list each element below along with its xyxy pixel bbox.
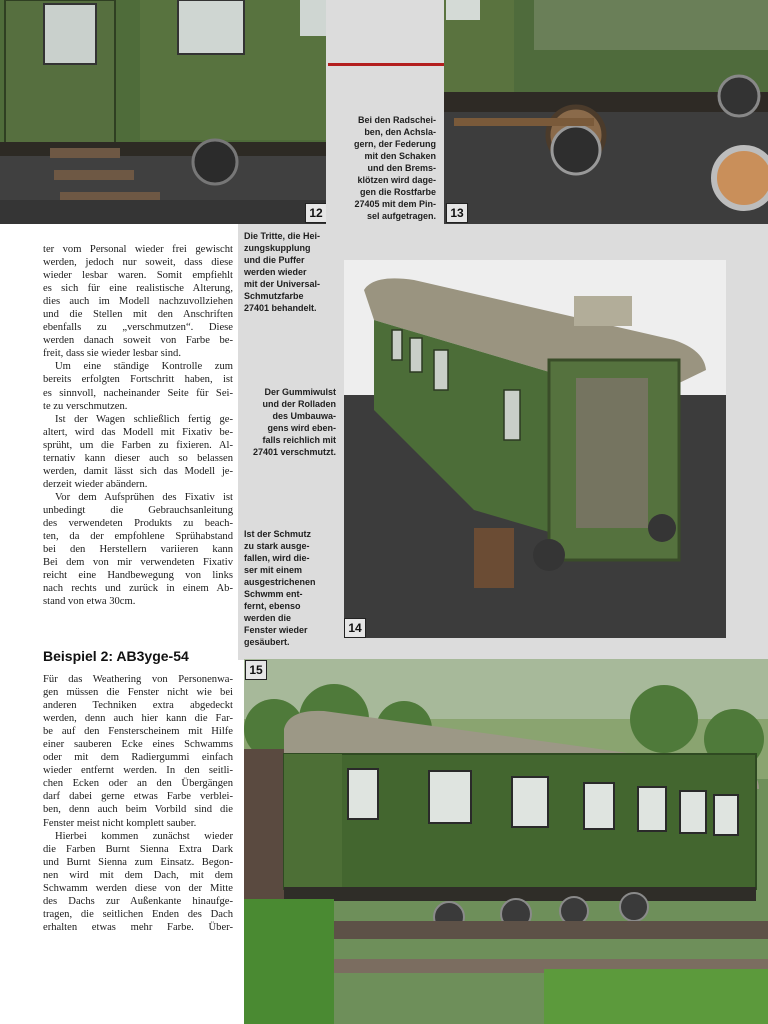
body-line: chen Ecken oder an den Übergängen xyxy=(43,778,233,790)
caption-line: und den Brems- xyxy=(367,163,436,173)
figure-15-number: 15 xyxy=(245,660,267,680)
figure-14-photo xyxy=(344,260,726,638)
body-line: be auf den Fensterscheinem mit Hilfe xyxy=(43,726,233,738)
accent-rule xyxy=(328,63,444,66)
body-line: werden danach soweit von Farbe be- xyxy=(43,335,233,347)
caption-line: und die Puffer xyxy=(244,255,305,265)
body-text-column-2 xyxy=(43,673,233,934)
caption-line: mit den Schaken xyxy=(364,151,436,161)
body-line: oder mit dem Radiergummi einfach xyxy=(43,752,233,764)
body-line: werden, damit lässt sich das Modell je- xyxy=(43,465,233,477)
body-line: sprüht, um die Farben zu fixieren. Al- xyxy=(43,439,233,451)
caption-line: ser mit einem xyxy=(244,565,303,575)
body-line: stand von etwa 30cm. xyxy=(43,596,136,608)
body-text-column xyxy=(43,243,233,608)
body-line: te zu verschmutzen. xyxy=(43,400,128,412)
body-line: und die Stellen mit den Anschriften xyxy=(43,309,233,321)
caption-figure-13 xyxy=(330,114,436,222)
caption-line: Der Gummiwulst xyxy=(264,387,336,397)
caption-line: gesäubert. xyxy=(244,637,290,647)
caption-line: mit der Universal- xyxy=(244,279,321,289)
caption-line: des Umbauwa- xyxy=(272,411,336,421)
section-heading: Beispiel 2: AB3yge-54 xyxy=(43,648,189,664)
caption-line: 27405 mit dem Pin- xyxy=(354,199,436,209)
caption-line: 27401 verschmutzt. xyxy=(252,447,336,457)
body-line: wieder entfernt werden. In den seitli- xyxy=(43,765,233,777)
caption-line: ausgestrichenen xyxy=(244,577,316,587)
caption-line: Die Tritte, die Hei- xyxy=(244,231,321,241)
caption-line: Bei den Radschei- xyxy=(357,115,436,125)
body-line: unbedingt die Gebrauchsanleitung xyxy=(43,504,233,516)
caption-line: 27401 behandelt. xyxy=(244,303,317,313)
body-line: anderen Techniken extra abgedeckt xyxy=(43,700,233,712)
body-line: Schwamm werden diese von der Mitte xyxy=(43,882,233,894)
caption-figure-14-bottom xyxy=(244,528,340,648)
figure-12-photo xyxy=(0,0,326,224)
body-line: Für das Weathering von Personenwa- xyxy=(43,674,233,685)
body-line: des Dachs zur Außenkante hinaufge- xyxy=(43,895,233,907)
body-line: nach rechts und zurück in einem Ab- xyxy=(43,583,233,595)
caption-line: werden die xyxy=(244,613,292,623)
body-line: derzeit wieder abändern. xyxy=(43,478,148,490)
body-line: die Farben Burnt Sienna Extra Dark xyxy=(43,843,233,855)
caption-line: fernt, ebenso xyxy=(244,601,301,611)
caption-line: Schmutzfarbe xyxy=(244,291,304,301)
caption-line: gen die Rostfarbe xyxy=(359,187,436,197)
figure-12-number: 12 xyxy=(305,203,327,223)
caption-line: Ist der Schmutz xyxy=(244,529,312,539)
body-line: ben, denn auch beim Vorbild sind die xyxy=(43,804,233,816)
caption-line: klötzen wird dage- xyxy=(357,175,436,185)
figure-13-number: 13 xyxy=(446,203,468,223)
caption-line: ben, den Achsla- xyxy=(364,127,436,137)
body-line: ebenfalls zu „verschmutzen“. Diese xyxy=(43,322,233,334)
body-line: altert, wird das Modell mit Fixativ be- xyxy=(43,426,233,438)
body-line: Ist der Wagen schließlich fertig ge- xyxy=(55,413,233,425)
caption-line: fallen, wird die- xyxy=(244,553,310,563)
body-line: ternativ kann dieser auch so belassen xyxy=(43,452,233,464)
body-line: einer sauberen Ecke eines Schwamms xyxy=(43,739,233,751)
body-line: nen wird mit dem Dach, mit dem xyxy=(43,869,233,881)
caption-line: gern, der Federung xyxy=(353,139,436,149)
body-line: Vor dem Aufsprühen des Fixativ ist xyxy=(55,491,233,503)
caption-line: und der Rolladen xyxy=(262,399,336,409)
body-line: reicht eine Handbewegung von links xyxy=(43,570,233,582)
body-line: werden, denn auch hier kann die Far- xyxy=(43,713,233,725)
figure-15-photo xyxy=(244,659,768,1024)
body-line: darf dabei gerne etwas Farbe verblei- xyxy=(43,791,233,803)
body-line: Fenster meist nicht komplett sauber. xyxy=(43,817,197,829)
caption-line: falls reichlich mit xyxy=(262,435,336,445)
body-line: erhalten etwas mehr Farbe. Über- xyxy=(43,921,233,933)
body-line: es sinnvoll, nacheinander Seite für Sei- xyxy=(43,387,233,399)
body-line: bei den Herstellern variieren kann xyxy=(43,544,233,556)
body-line: dies auch im Modell nachzuvollziehen xyxy=(43,296,233,308)
body-line: wieder lesbar waren. Somit empfiehlt xyxy=(43,270,233,282)
body-line: des verwendeten Produkts zu beach- xyxy=(43,517,233,529)
body-line: Hierbei kommen zunächst wieder xyxy=(55,830,233,842)
caption-line: zungskupplung xyxy=(244,243,311,253)
caption-line: Fenster wieder xyxy=(244,625,308,635)
caption-figure-14-top xyxy=(240,386,336,458)
caption-line: sel aufgetragen. xyxy=(366,211,436,221)
body-line: ten, da der empfohlene Sprühabstand xyxy=(43,531,233,543)
figure-14-number: 14 xyxy=(344,618,366,638)
body-line: Bei dem von mir verwendeten Fixativ xyxy=(43,557,233,569)
figure-13-photo xyxy=(444,0,768,224)
caption-line: gens wird eben- xyxy=(267,423,336,433)
caption-line: Schwmm ent- xyxy=(244,589,303,599)
body-line: freit, dass sie wieder lesbar sind. xyxy=(43,348,181,360)
body-line: es sich für eine realistische Alterung, xyxy=(43,283,233,295)
caption-figure-12 xyxy=(244,230,344,314)
body-line: bereits erfolgten Fortschritt haben, ist xyxy=(43,374,233,386)
body-line: tragen, die seitlichen Enden des Dach xyxy=(43,908,233,920)
body-line: Um eine ständige Kontrolle zum xyxy=(55,361,233,373)
caption-line: werden wieder xyxy=(244,267,307,277)
body-line: ter vom Personal wieder frei gewischt xyxy=(43,244,233,255)
body-line: werden, jedoch nur soweit, dass diese xyxy=(43,257,233,269)
caption-line: zu stark ausge- xyxy=(244,541,310,551)
body-line: und Burnt Sienna zum Einsatz. Begon- xyxy=(43,856,233,868)
body-line: gen müssen die Fenster nicht wie bei xyxy=(43,687,233,699)
